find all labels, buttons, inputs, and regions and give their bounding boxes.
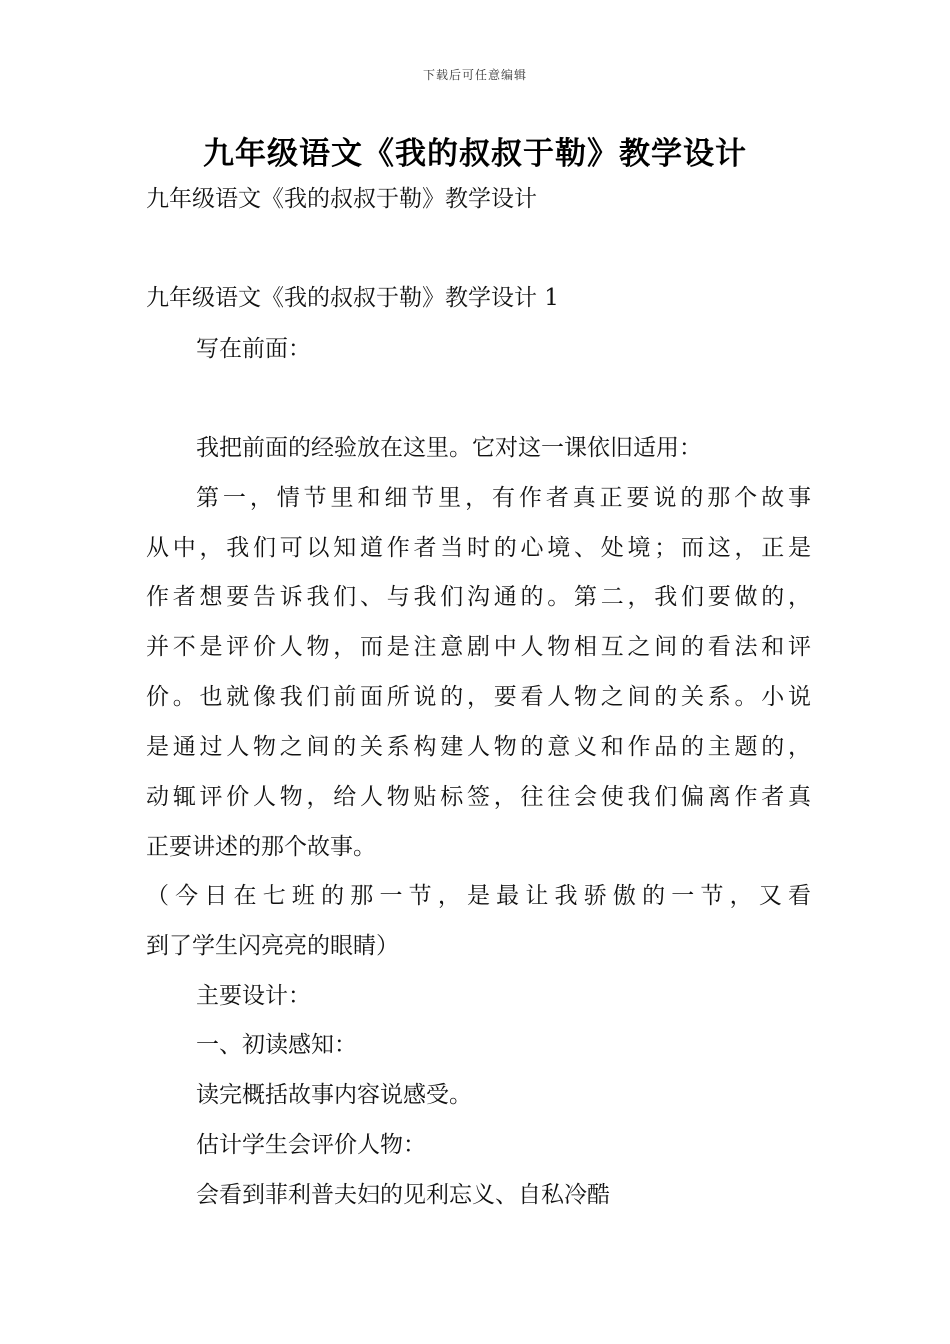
paragraph-line: 估计学生会评价人物：: [196, 1132, 426, 1158]
paragraph-line: 从中，我们可以知道作者当时的心境、处境；而这，正是: [146, 535, 811, 561]
paragraph-line: 并不是评价人物，而是注意剧中人物相互之间的看法和评: [146, 634, 811, 660]
paragraph-line: 我把前面的经验放在这里。它对这一课依旧适用：: [196, 435, 702, 461]
paragraph-line: 第一，情节里和细节里，有作者真正要说的那个故事: [196, 485, 811, 511]
paragraph-line: 到了学生闪亮亮的眼睛）: [146, 933, 399, 959]
document-subtitle: 九年级语文《我的叔叔于勒》教学设计: [146, 186, 537, 212]
paragraph-line: 作者想要告诉我们、与我们沟通的。第二，我们要做的，: [146, 584, 811, 610]
header-note: 下载后可任意编辑: [422, 68, 527, 82]
paragraph-line: 读完概括故事内容说感受。: [196, 1082, 472, 1108]
paragraph-line: 主要设计：: [196, 983, 311, 1009]
paragraph-line: 会看到菲利普夫妇的见利忘义、自私冷酷: [196, 1182, 610, 1208]
paragraph-line: 是通过人物之间的关系构建人物的意义和作品的主题的，: [146, 734, 811, 760]
paragraph-line: （今日在七班的那一节，是最让我骄傲的一节，又看: [146, 883, 811, 909]
section-heading: 九年级语文《我的叔叔于勒》教学设计 1: [146, 285, 559, 311]
paragraph-line: 价。也就像我们前面所说的，要看人物之间的关系。小说: [146, 684, 811, 710]
paragraph-line: 写在前面：: [196, 336, 311, 362]
document-title: 九年级语文《我的叔叔于勒》教学设计: [203, 136, 747, 172]
paragraph-line: 一、初读感知：: [196, 1032, 357, 1058]
paragraph-line: 正要讲述的那个故事。: [146, 834, 376, 860]
paragraph-line: 动辄评价人物，给人物贴标签，往往会使我们偏离作者真: [146, 784, 811, 810]
